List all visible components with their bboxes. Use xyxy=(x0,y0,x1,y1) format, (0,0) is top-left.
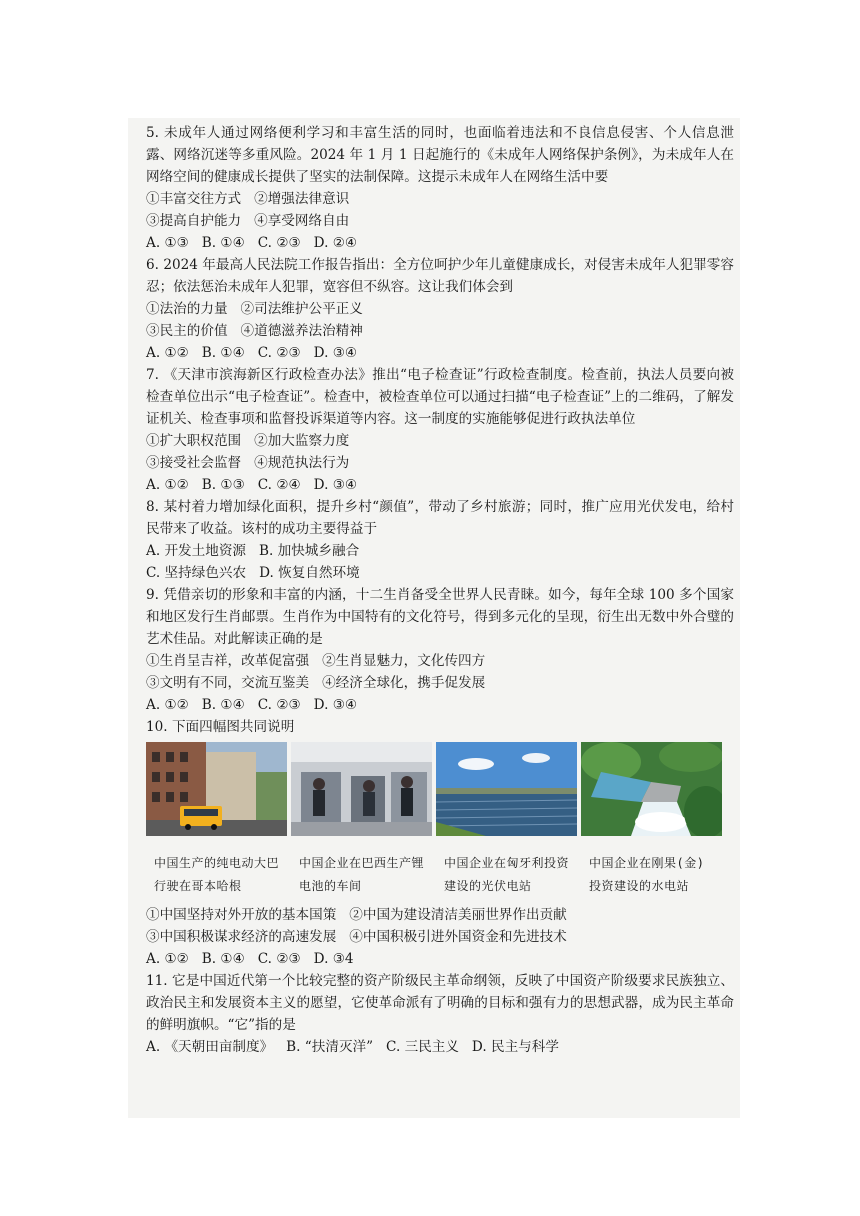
caption-battery: 中国企业在巴西生产锂电池的车间 xyxy=(299,856,425,893)
question-9-options-1: ①生肖呈吉祥，改革促富强 ②生肖显魅力，文化传四方 xyxy=(146,653,486,669)
question-10-options-2: ③中国积极谋求经济的高速发展 ④中国积极引进外国资金和先进技术 xyxy=(146,929,567,945)
question-10-options-1: ①中国坚持对外开放的基本国策 ②中国为建设清洁美丽世界作出贡献 xyxy=(146,907,567,923)
question-6-answers: A. ①② B. ①④ C. ②③ D. ③④ xyxy=(146,345,358,361)
caption-hydro: 中国企业在刚果(金)投资建设的水电站 xyxy=(589,856,705,893)
question-5-options-2: ③提高自护能力 ④享受网络自由 xyxy=(146,213,350,229)
question-6-options-2: ③民主的价值 ④道德滋养法治精神 xyxy=(146,323,363,339)
question-7-options-1: ①扩大职权范围 ②加大监察力度 xyxy=(146,433,350,449)
solar-plant-photo xyxy=(436,742,577,836)
question-10-stem: 10. 下面四幅图共同说明 xyxy=(146,719,295,735)
question-5-stem: 5. 未成年人通过网络便利学习和丰富生活的同时，也面临着违法和不良信息侵害、个人信息泄露、网络沉迷等多重风险。2024 年 1 月 1 日起施行的《未成年人网络保护条例》，为未成年人在网络空间的健康成长提供了坚实的法制保障。这提示未成年人在网络生活中要 xyxy=(146,125,734,185)
question-10-answers: A. ①② B. ①④ C. ②③ D. ③4 xyxy=(146,951,354,967)
question-8-options-2: C. 坚持绿色兴农 D. 恢复自然环境 xyxy=(146,565,360,581)
question-5-options-1: ①丰富交往方式 ②增强法律意识 xyxy=(146,191,350,207)
question-5-answers: A. ①③ B. ①④ C. ②③ D. ②④ xyxy=(146,235,358,251)
question-6-options-1: ①法治的力量 ②司法维护公平正义 xyxy=(146,301,363,317)
figure-battery-workshop xyxy=(291,742,432,904)
figure-hydro xyxy=(581,742,722,904)
caption-solar: 中国企业在匈牙利投资建设的光伏电站 xyxy=(444,856,570,893)
exam-content xyxy=(146,122,734,1058)
question-7-answers: A. ①② B. ①③ C. ②④ D. ③④ xyxy=(146,477,358,493)
battery-workshop-photo xyxy=(291,742,432,836)
question-9-stem: 9. 凭借亲切的形象和丰富的内涵，十二生肖备受全世界人民青睐。如今，每年全球 100 多个国家和地区发行生肖邮票。生肖作为中国特有的文化符号，得到多元化的呈现，衍生出无数中外合璧的艺术佳品。对此解读正确的是 xyxy=(146,587,734,647)
question-7-stem: 7. 《天津市滨海新区行政检查办法》推出“电子检查证”行政检查制度。检查前，执法人员要向被检查单位出示“电子检查证”。检查中，被检查单位可以通过扫描“电子检查证”上的二维码，了解发证机关、检查事项和监督投诉渠道等内容。这一制度的实施能够促进行政执法单位 xyxy=(146,367,734,427)
question-8-stem: 8. 某村着力增加绿化面积，提升乡村“颜值”，带动了乡村旅游；同时，推广应用光伏发电，给村民带来了收益。该村的成功主要得益于 xyxy=(146,499,734,537)
question-7-options-2: ③接受社会监督 ④规范执法行为 xyxy=(146,455,350,471)
question-9-answers: A. ①② B. ①④ C. ②③ D. ③④ xyxy=(146,697,358,713)
caption-bus: 中国生产的纯电动大巴行驶在哥本哈根 xyxy=(154,856,280,893)
question-11-stem: 11. 它是中国近代第一个比较完整的资产阶级民主革命纲领，反映了中国资产阶级要求民族独立、政治民主和发展资本主义的愿望，它使革命派有了明确的目标和强有力的思想武器，成为民主革命的鲜明旗帜。“它”指的是 xyxy=(146,973,734,1033)
question-8-options-1: A. 开发土地资源 B. 加快城乡融合 xyxy=(146,543,360,559)
question-6-stem: 6. 2024 年最高人民法院工作报告指出：全方位呵护少年儿童健康成长，对侵害未成年人犯罪零容忍；依法惩治未成年人犯罪，宽容但不纵容。这让我们体会到 xyxy=(146,257,734,295)
question-9-options-2: ③文明有不同，交流互鉴美 ④经济全球化，携手促发展 xyxy=(146,675,486,691)
electric-bus-photo xyxy=(146,742,287,836)
figure-solar xyxy=(436,742,577,904)
question-10-figures xyxy=(146,742,722,904)
hydropower-station-photo xyxy=(581,742,722,836)
question-11-answers: A. 《天朝田亩制度》 B. “扶清灭洋” C. 三民主义 D. 民主与科学 xyxy=(146,1039,559,1055)
figure-bus xyxy=(146,742,287,904)
